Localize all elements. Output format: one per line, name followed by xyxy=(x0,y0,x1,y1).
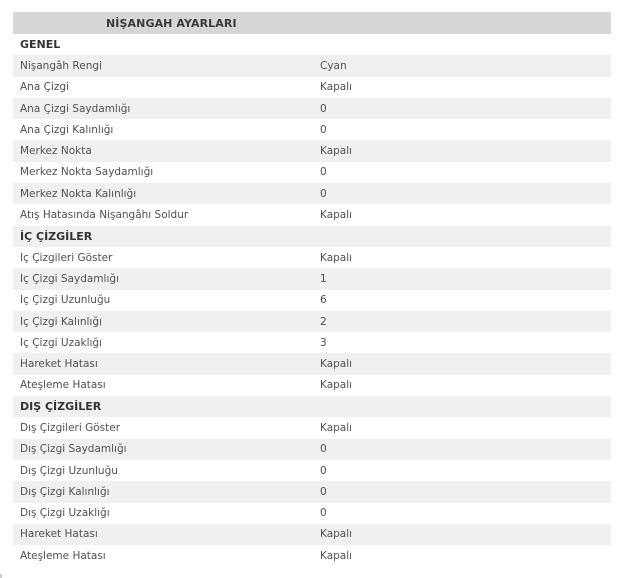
table-row xyxy=(13,140,611,161)
setting-label: Ateşleme Hatası xyxy=(20,549,106,562)
corner-mark xyxy=(0,574,2,578)
setting-label: Dış Çizgileri Göster xyxy=(20,421,121,434)
setting-label: Dış Çizgi Saydamlığı xyxy=(20,443,127,456)
setting-label: İç Çizgi Saydamlığı xyxy=(20,272,119,285)
setting-value: 0 xyxy=(320,187,327,200)
section-heading: GENEL xyxy=(13,34,611,55)
setting-value: Kapalı xyxy=(320,358,353,371)
setting-value: Cyan xyxy=(320,59,347,72)
setting-value: 0 xyxy=(320,443,327,456)
setting-label: Nişangâh Rengi xyxy=(20,59,102,72)
setting-value: 2 xyxy=(320,315,327,328)
setting-label: Ana Çizgi xyxy=(20,81,69,94)
setting-label: İç Çizgi Kalınlığı xyxy=(20,315,102,328)
table-header xyxy=(13,12,611,34)
setting-label: İç Çizgileri Göster xyxy=(20,251,113,264)
setting-label: Dış Çizgi Kalınlığı xyxy=(20,485,110,498)
setting-value: 3 xyxy=(320,336,327,349)
setting-label: Atış Hatasında Nişangâhı Soldur xyxy=(20,209,189,222)
setting-label: Ana Çizgi Kalınlığı xyxy=(20,123,114,136)
table-row xyxy=(13,119,611,140)
setting-label: Merkez Nokta Saydamlığı xyxy=(20,166,154,179)
setting-label: Hareket Hatası xyxy=(20,528,98,541)
table-row xyxy=(13,247,611,268)
setting-value: 0 xyxy=(320,123,327,136)
table-row xyxy=(13,417,611,438)
crosshair-settings-table xyxy=(13,12,611,566)
table-row xyxy=(13,353,611,374)
table-row xyxy=(13,290,611,311)
setting-value: Kapalı xyxy=(320,421,353,434)
setting-label: Dış Çizgi Uzaklığı xyxy=(20,507,110,520)
setting-value: 1 xyxy=(320,272,327,285)
table-row xyxy=(13,524,611,545)
setting-value: Kapalı xyxy=(320,528,353,541)
setting-value: Kapalı xyxy=(320,209,353,222)
section-heading: İÇ ÇİZGİLER xyxy=(13,226,611,247)
table-row xyxy=(13,503,611,524)
setting-label: Dış Çizgi Uzunluğu xyxy=(20,464,118,477)
setting-value: Kapalı xyxy=(320,379,353,392)
table-row xyxy=(13,98,611,119)
setting-value: Kapalı xyxy=(320,251,353,264)
setting-label: Merkez Nokta Kalınlığı xyxy=(20,187,137,200)
setting-value: 0 xyxy=(320,507,327,520)
table-row xyxy=(13,162,611,183)
setting-label: İç Çizgi Uzunluğu xyxy=(20,294,111,307)
table-row xyxy=(13,183,611,204)
table-row xyxy=(13,481,611,502)
table-row xyxy=(13,439,611,460)
setting-value: 6 xyxy=(320,294,327,307)
setting-label: Ateşleme Hatası xyxy=(20,379,106,392)
table-title: NİŞANGAH AYARLARI xyxy=(106,16,237,30)
table-body xyxy=(13,34,611,566)
table-row xyxy=(13,77,611,98)
setting-value: 0 xyxy=(320,485,327,498)
section-heading: DIŞ ÇİZGİLER xyxy=(13,396,611,417)
setting-value: Kapalı xyxy=(320,549,353,562)
setting-value: Kapalı xyxy=(320,81,353,94)
table-row xyxy=(13,460,611,481)
setting-value: 0 xyxy=(320,464,327,477)
table-row xyxy=(13,311,611,332)
table-row xyxy=(13,545,611,566)
table-row xyxy=(13,375,611,396)
table-row xyxy=(13,268,611,289)
table-row xyxy=(13,55,611,76)
setting-label: Hareket Hatası xyxy=(20,358,98,371)
setting-label: İç Çizgi Uzaklığı xyxy=(20,336,103,349)
setting-value: 0 xyxy=(320,102,327,115)
setting-value: 0 xyxy=(320,166,327,179)
setting-label: Ana Çizgi Saydamlığı xyxy=(20,102,131,115)
table-row xyxy=(13,332,611,353)
setting-value: Kapalı xyxy=(320,145,353,158)
table-row xyxy=(13,204,611,225)
setting-label: Merkez Nokta xyxy=(20,145,92,158)
